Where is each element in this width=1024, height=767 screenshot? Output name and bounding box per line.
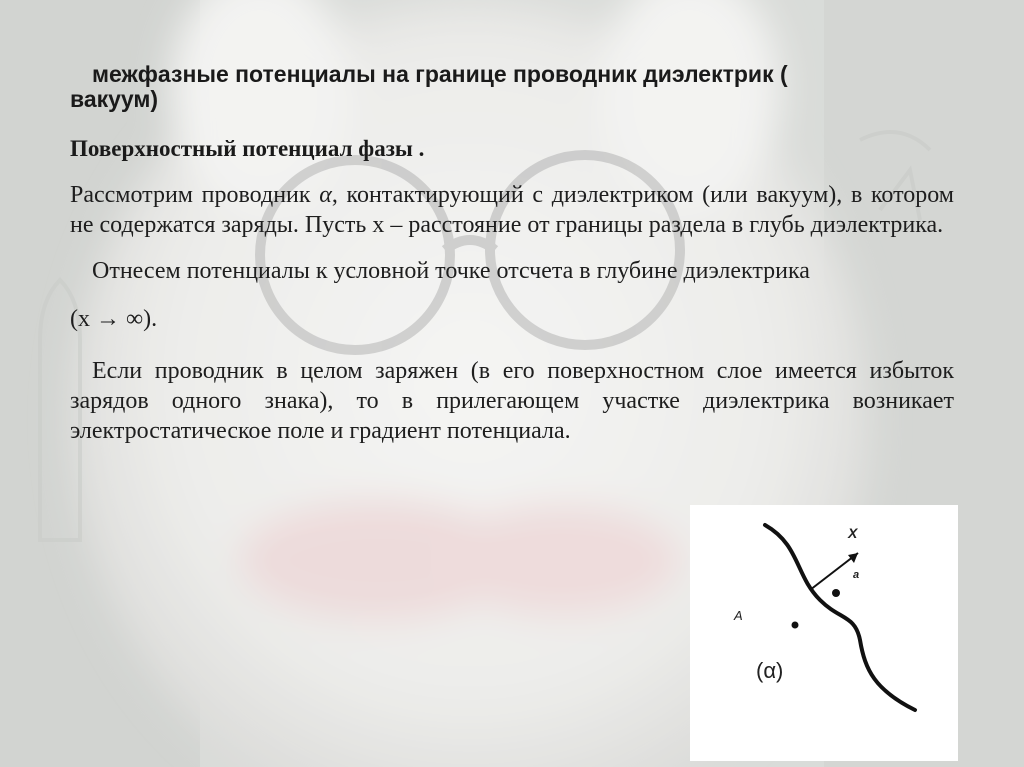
point-a-marker (832, 589, 840, 597)
x-axis-label: X (848, 525, 858, 541)
paragraph-reference-limit: (x → ∞). (70, 306, 158, 332)
interface-diagram-svg (690, 505, 958, 761)
interface-diagram (690, 505, 958, 761)
paragraph-text-a: Рассмотрим проводник (70, 182, 320, 208)
phase-alpha-label: (α) (756, 658, 784, 683)
paragraph-reference-point: Отнесем потенциалы к условной точке отсчета в глубине диэлектрика (92, 258, 810, 284)
paragraph-text-b: , контактирующий с диэлектриком (или вакуум), в котором не содержатся заряды. Пусть x – расстояние от границы раздела в глубь диэлектрика. (70, 182, 954, 238)
x-axis-arrowhead (848, 553, 858, 563)
heading-line-1: межфазные потенциалы на границе проводник диэлектрик ( (92, 61, 788, 87)
section-subheading: Поверхностный потенциал фазы . (70, 136, 425, 161)
paragraph-conductor (70, 180, 954, 240)
point-A-marker (792, 622, 799, 629)
paragraph-charged-conductor: Если проводник в целом заряжен (в его поверхностном слое имеется избыток зарядов одного знака), то в прилегающем участке диэлектрика возникает электростатическое поле и градиент потенциала. (70, 358, 954, 444)
point-A-label: A (734, 608, 743, 623)
point-a-label: a (853, 569, 860, 581)
heading-line-2: вакуум) (70, 86, 159, 112)
slide-content (70, 62, 954, 462)
alpha-symbol: α (319, 182, 332, 208)
phase-boundary-curve (765, 525, 915, 710)
slide-heading (70, 62, 954, 112)
